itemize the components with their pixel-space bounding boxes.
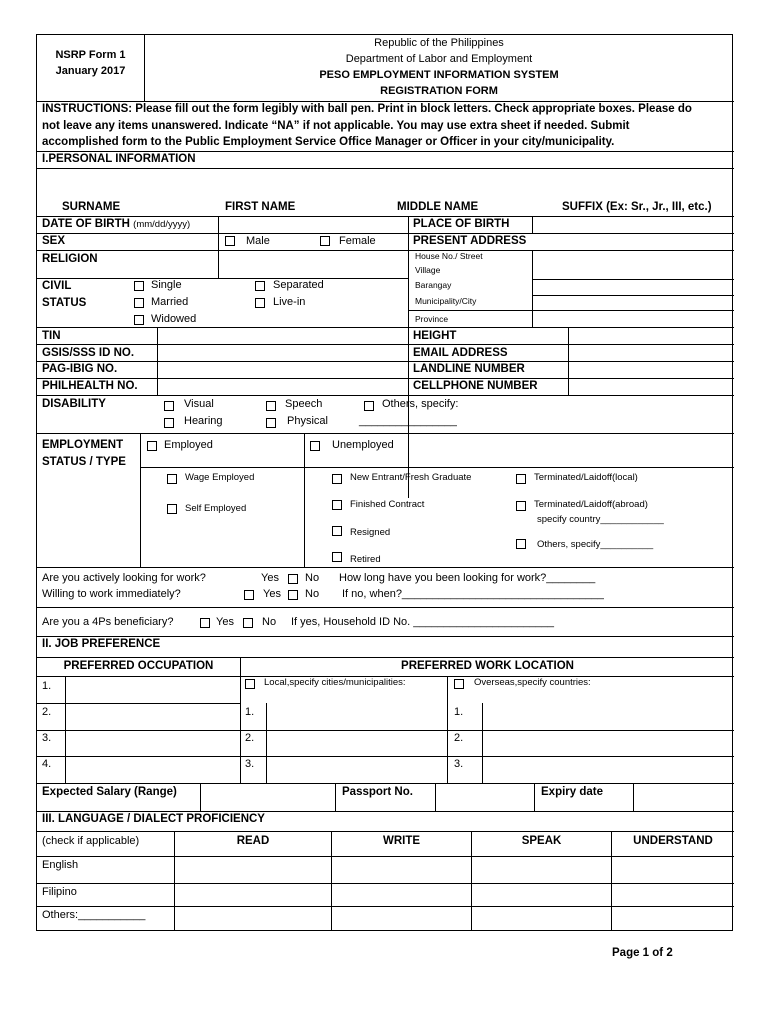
preferred-occupation-header: PREFERRED OCCUPATION: [63, 660, 214, 672]
expiry-date-label: Expiry date: [541, 786, 603, 798]
english-understand-cell[interactable]: [612, 857, 734, 883]
live-in-checkbox[interactable]: [255, 298, 265, 308]
landline-input[interactable]: [570, 363, 732, 377]
occupation-input-3[interactable]: [67, 732, 239, 756]
filipino-understand-cell[interactable]: [612, 884, 734, 906]
gsis-sss-label: GSIS/SSS ID NO.: [42, 347, 135, 359]
dob-input[interactable]: [219, 218, 407, 233]
disability-others-label: Others, specify:: [382, 398, 459, 410]
hearing-checkbox[interactable]: [164, 418, 174, 428]
new-entrant-label: New Entrant/Fresh Graduate: [350, 472, 472, 483]
live-in-label: Live-in: [273, 296, 306, 308]
write-header: WRITE: [382, 835, 421, 847]
cellphone-input[interactable]: [570, 380, 732, 394]
header-system: PESO EMPLOYMENT INFORMATION SYSTEM: [319, 69, 559, 81]
female-checkbox[interactable]: [320, 236, 330, 246]
4ps-no-label: No: [262, 616, 277, 628]
others-speak-cell[interactable]: [472, 907, 611, 930]
expiry-date-input[interactable]: [635, 785, 732, 809]
local-input-2[interactable]: [268, 732, 446, 755]
pagibig-input[interactable]: [159, 363, 406, 377]
employed-checkbox[interactable]: [147, 441, 157, 451]
language-others-label[interactable]: Others:___________: [42, 909, 146, 921]
local-number-2: 2.: [245, 732, 255, 744]
province-label: Province: [415, 314, 449, 324]
local-input-1[interactable]: [268, 705, 446, 729]
occupation-number-3: 3.: [42, 732, 52, 744]
married-checkbox[interactable]: [134, 298, 144, 308]
form-number: NSRP Form 1: [55, 49, 126, 61]
female-label: Female: [339, 235, 376, 247]
village-label: Village: [415, 265, 441, 275]
registration-form: [36, 34, 733, 931]
place-of-birth-input[interactable]: [534, 218, 732, 233]
local-location-label: Local,specify cities/municipalities:: [264, 677, 406, 688]
understand-header: UNDERSTAND: [633, 835, 713, 847]
filipino-write-cell[interactable]: [332, 884, 471, 906]
instructions-line-1: INSTRUCTIONS: Please fill out the form legibly with ball pen. Print in block letters. Check appropriate boxes. Please do: [42, 103, 692, 115]
house-street-input[interactable]: [534, 252, 732, 278]
household-id-question[interactable]: If yes, Household ID No. _______________________: [291, 616, 554, 628]
actively-looking-question: Are you actively looking for work?: [42, 572, 206, 584]
terminated-abroad-checkbox[interactable]: [516, 501, 526, 511]
resigned-checkbox[interactable]: [332, 526, 342, 536]
section-job-title: II. JOB PREFERENCE: [42, 638, 161, 650]
status-label: STATUS: [42, 297, 87, 309]
retired-checkbox[interactable]: [332, 552, 342, 562]
landline-label: LANDLINE NUMBER: [413, 363, 525, 375]
occupation-number-1: 1.: [42, 680, 52, 692]
instructions-line-2: not leave any items unanswered. Indicate “NA” if not applicable. You may use extra sheet if needed. Submit: [42, 120, 630, 132]
hearing-label: Hearing: [184, 415, 223, 427]
actively-looking-yes-label: Yes: [261, 572, 279, 584]
overseas-input-2[interactable]: [484, 732, 732, 755]
language-filipino-label: Filipino: [42, 886, 77, 898]
barangay-input[interactable]: [534, 280, 732, 294]
single-checkbox[interactable]: [134, 281, 144, 291]
others-understand-cell[interactable]: [612, 907, 734, 930]
passport-label: Passport No.: [342, 786, 413, 798]
physical-label: Physical: [287, 415, 328, 427]
filipino-speak-cell[interactable]: [472, 884, 611, 906]
preferred-location-header: PREFERRED WORK LOCATION: [401, 660, 574, 672]
new-entrant-checkbox[interactable]: [332, 474, 342, 484]
english-read-cell[interactable]: [175, 857, 331, 883]
municipality-input[interactable]: [534, 296, 732, 310]
overseas-number-3: 3.: [454, 758, 464, 770]
tin-input[interactable]: [159, 329, 406, 343]
others-write-cell[interactable]: [332, 907, 471, 930]
resigned-label: Resigned: [350, 527, 391, 538]
page-title: REGISTRATION FORM: [380, 85, 498, 97]
local-number-3: 3.: [245, 758, 255, 770]
4ps-no-checkbox[interactable]: [243, 618, 253, 628]
disability-label: DISABILITY: [42, 398, 106, 410]
municipality-label: Municipality/City: [415, 296, 477, 306]
language-english-label: English: [42, 859, 79, 871]
4ps-question: Are you a 4Ps beneficiary?: [42, 616, 174, 628]
actively-looking-yes-checkbox[interactable]: [288, 574, 298, 584]
local-location-checkbox[interactable]: [245, 679, 255, 689]
overseas-input-3[interactable]: [484, 758, 732, 782]
terminated-local-label: Terminated/Laidoff(local): [534, 472, 638, 483]
local-input-3[interactable]: [268, 758, 446, 782]
finished-contract-checkbox[interactable]: [332, 500, 342, 510]
place-of-birth-label: PLACE OF BIRTH: [413, 218, 510, 230]
overseas-number-2: 2.: [454, 732, 464, 744]
religion-input[interactable]: [220, 252, 406, 277]
unemployed-others-label[interactable]: Others, specify__________: [537, 539, 654, 550]
widowed-checkbox[interactable]: [134, 315, 144, 325]
unemployed-others-checkbox[interactable]: [516, 539, 526, 549]
tin-label: TIN: [42, 330, 61, 342]
retired-label: Retired: [350, 554, 381, 565]
barangay-label: Barangay: [415, 280, 452, 290]
expected-salary-label: Expected Salary (Range): [42, 786, 177, 798]
full-name-input[interactable]: [39, 171, 731, 199]
email-label: EMAIL ADDRESS: [413, 347, 508, 359]
province-input[interactable]: [534, 312, 732, 326]
overseas-location-checkbox[interactable]: [454, 679, 464, 689]
read-header: READ: [236, 835, 270, 847]
willing-no-label: No: [305, 588, 320, 600]
suffix-label: SUFFIX (Ex: Sr., Jr., III, etc.): [562, 201, 712, 213]
visual-label: Visual: [184, 398, 214, 410]
overseas-number-1: 1.: [454, 706, 464, 718]
employment-label: EMPLOYMENT: [42, 439, 124, 451]
english-write-cell[interactable]: [332, 857, 471, 883]
religion-label: RELIGION: [42, 253, 98, 265]
others-read-cell[interactable]: [175, 907, 331, 930]
4ps-yes-label: Yes: [216, 616, 234, 628]
middle-name-label: MIDDLE NAME: [397, 201, 479, 213]
height-input[interactable]: [570, 329, 732, 343]
speech-checkbox[interactable]: [266, 401, 276, 411]
check-if-applicable-label: (check if applicable): [42, 835, 140, 847]
surname-label: SURNAME: [62, 201, 121, 213]
header-dole: Department of Labor and Employment: [345, 53, 533, 65]
wage-employed-label: Wage Employed: [185, 472, 255, 483]
married-label: Married: [151, 296, 189, 308]
disability-others-blank[interactable]: ________________: [359, 415, 457, 427]
occupation-number-2: 2.: [42, 706, 52, 718]
separated-label: Separated: [273, 279, 324, 291]
separated-checkbox[interactable]: [255, 281, 265, 291]
house-no-label: House No./ Street: [415, 251, 483, 261]
4ps-yes-checkbox[interactable]: [200, 618, 210, 628]
actively-looking-no-label: No: [305, 572, 320, 584]
section-language-title: III. LANGUAGE / DIALECT PROFICIENCY: [42, 813, 265, 825]
self-employed-checkbox[interactable]: [167, 504, 177, 514]
overseas-input-1[interactable]: [484, 705, 732, 729]
looking-duration-question[interactable]: How long have you been looking for work?________: [339, 572, 596, 584]
speech-label: Speech: [285, 398, 323, 410]
expected-salary-input[interactable]: [202, 785, 334, 809]
widowed-label: Widowed: [151, 313, 197, 325]
male-checkbox[interactable]: [225, 236, 235, 246]
if-no-when-question[interactable]: If no, when?_________________________________: [342, 588, 604, 600]
single-label: Single: [151, 279, 182, 291]
height-label: HEIGHT: [413, 330, 457, 342]
form-date: January 2017: [55, 65, 126, 77]
pagibig-label: PAG-IBIG NO.: [42, 363, 118, 375]
cellphone-label: CELLPHONE NUMBER: [413, 380, 538, 392]
employment-status-type-label: STATUS / TYPE: [42, 456, 126, 468]
overseas-location-label: Overseas,specify countries:: [474, 677, 591, 688]
speak-header: SPEAK: [521, 835, 562, 847]
willing-no-checkbox[interactable]: [288, 590, 298, 600]
email-input[interactable]: [570, 346, 732, 360]
occupation-input-2[interactable]: [67, 705, 239, 729]
local-number-1: 1.: [245, 706, 255, 718]
occupation-input-4[interactable]: [67, 758, 239, 782]
visual-checkbox[interactable]: [164, 401, 174, 411]
philhealth-label: PHILHEALTH NO.: [42, 380, 138, 392]
finished-contract-label: Finished Contract: [350, 499, 425, 510]
occupation-input-1[interactable]: [67, 678, 239, 702]
terminated-abroad-label: Terminated/Laidoff(abroad): [534, 499, 648, 510]
self-employed-label: Self Employed: [185, 503, 247, 514]
civil-label: CIVIL: [42, 280, 72, 292]
dob-label: DATE OF BIRTH (mm/dd/yyyy): [42, 218, 191, 230]
instructions-line-3: accomplished form to the Public Employment Service Office Manager or Officer in your city/municipality.: [42, 136, 615, 148]
filipino-read-cell[interactable]: [175, 884, 331, 906]
willing-yes-label: Yes: [263, 588, 281, 600]
header-republic: Republic of the Philippines: [374, 37, 504, 49]
physical-checkbox[interactable]: [266, 418, 276, 428]
gsis-sss-input[interactable]: [159, 346, 406, 360]
english-speak-cell[interactable]: [472, 857, 611, 883]
page-number: Page 1 of 2: [612, 947, 673, 959]
specify-country-blank[interactable]: specify country____________: [537, 514, 664, 525]
willing-yes-checkbox[interactable]: [244, 590, 254, 600]
philhealth-input[interactable]: [159, 380, 406, 394]
passport-input[interactable]: [437, 785, 533, 809]
employed-label: Employed: [164, 439, 213, 451]
terminated-local-checkbox[interactable]: [516, 474, 526, 484]
unemployed-checkbox[interactable]: [310, 441, 320, 451]
disability-others-checkbox[interactable]: [364, 401, 374, 411]
present-address-label: PRESENT ADDRESS: [413, 235, 527, 247]
first-name-label: FIRST NAME: [225, 201, 296, 213]
unemployed-label: Unemployed: [332, 439, 394, 451]
male-label: Male: [246, 235, 270, 247]
sex-label: SEX: [42, 235, 66, 247]
section-personal-title: I.PERSONAL INFORMATION: [42, 153, 196, 165]
occupation-number-4: 4.: [42, 758, 52, 770]
wage-employed-checkbox[interactable]: [167, 474, 177, 484]
willing-to-work-question: Willing to work immediately?: [42, 588, 181, 600]
